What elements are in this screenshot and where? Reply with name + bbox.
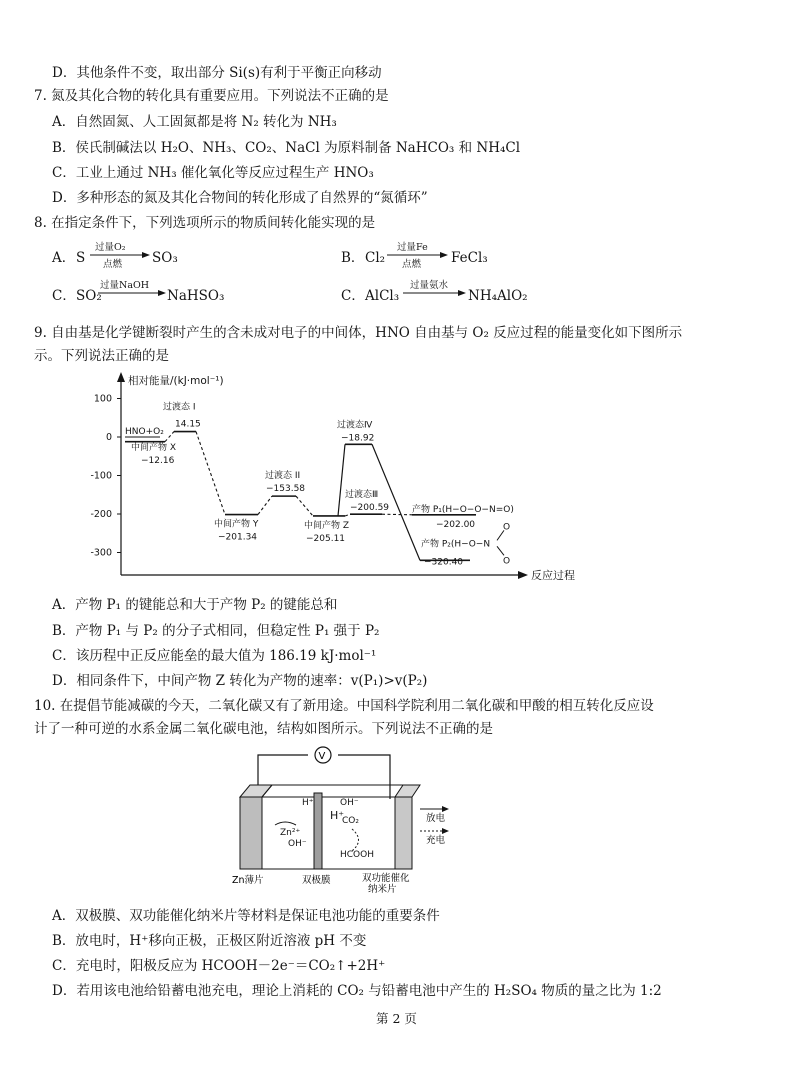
q8-d-letter: C．	[341, 288, 365, 304]
q8-b-left: Cl₂	[365, 250, 386, 266]
y-tick-label: -300	[90, 547, 112, 559]
q8-b-below: 点燃	[402, 259, 422, 270]
q8-d-left: AlCl₃	[365, 288, 400, 304]
value-ts2: −153.58	[266, 484, 306, 495]
ion-oh-right: OH⁻	[340, 798, 359, 808]
q8-a-left: S	[76, 250, 86, 266]
q8-b-right: FeCl₃	[451, 250, 488, 266]
value-ts4: −18.92	[341, 433, 375, 444]
y-tick-label: 100	[93, 393, 112, 405]
label-intermediate-y: 中间产物 Y	[214, 519, 259, 530]
q9-stem-line1: 9. 自由基是化学键断裂时产生的含未成对电子的中间体，HNO 自由基与 O₂ 反应过程的能量变化如下图所示	[34, 325, 683, 341]
q6-option-d: D．其他条件不变，取出部分 Si(s)有利于平衡正向移动	[52, 65, 382, 81]
legend-charge: 充电	[426, 835, 446, 846]
q8-c-right: NaHSO₃	[167, 288, 225, 304]
species-hcooh: HCOOH	[340, 850, 374, 860]
q7-option-c: C．工业上通过 NH₃ 催化氧化等反应过程生产 HNO₃	[52, 165, 374, 181]
label-catalyst-1: 双功能催化	[362, 873, 410, 884]
label-ts2: 过渡态 II	[265, 471, 301, 482]
q8-d-above: 过量氨水	[410, 280, 449, 291]
q7-option-b: B．侯氏制碱法以 H₂O、NH₃、CO₂、NaCl 为原料制备 NaHCO₃ 和 NH₄Cl	[52, 140, 521, 156]
q8-a-right: SO₃	[152, 250, 178, 266]
q9-option-a: A．产物 P₁ 的键能总和大于产物 P₂ 的键能总和	[52, 597, 338, 613]
q8-options	[0, 238, 794, 308]
value-intermediate-z: −205.11	[306, 533, 346, 544]
catalyst-plate	[395, 797, 412, 869]
q8-a-above: 过量O₂	[95, 242, 126, 253]
bipolar-membrane	[314, 793, 322, 869]
q10-stem-line2: 计了一种可逆的水系金属二氧化碳电池，结构如图所示。下列说法不正确的是	[34, 721, 493, 737]
label-start: HNO+O₂	[125, 427, 164, 437]
q8-c-letter: C．	[52, 288, 76, 304]
q10-option-d: D．若用该电池给铅蓄电池充电，理论上消耗的 CO₂ 与铅蓄电池中产生的 H₂SO₄ 物质的量之比为 1:2	[52, 983, 662, 999]
label-p2-o-top: O	[503, 522, 511, 533]
path-segment	[338, 444, 345, 516]
bond	[497, 546, 504, 555]
path-segment	[296, 496, 313, 516]
value-intermediate-x: −12.16	[141, 456, 175, 466]
label-ts1: 过渡态 I	[163, 402, 196, 413]
label-product-p2: 产物 P₂(H−O−N	[421, 539, 491, 550]
path-segment	[165, 432, 174, 442]
ion-zn: Zn²⁺	[280, 828, 301, 838]
battery-diagram	[0, 745, 794, 895]
label-catalyst-2: 纳米片	[368, 884, 397, 895]
q10-option-a: A．双极膜、双功能催化纳米片等材料是保证电池功能的重要条件	[52, 908, 440, 924]
label-ts3: 过渡态Ⅲ	[345, 490, 379, 501]
y-tick-label: -100	[90, 470, 112, 482]
reaction-arrow	[352, 829, 359, 851]
label-intermediate-z: 中间产物 Z	[304, 520, 350, 531]
circuit-wire-right	[338, 755, 390, 799]
q10-option-b: B．放电时，H⁺移向正极，正极区附近溶液 pH 不变	[52, 933, 367, 949]
x-axis-label: 反应过程	[531, 569, 575, 580]
zn-plate	[240, 797, 262, 869]
label-zn-plate: Zn薄片	[232, 875, 264, 886]
zn-arrow	[275, 822, 296, 825]
label-product-p1: 产物 P₁(H−O−O−N=O)	[412, 504, 514, 515]
q7-stem: 7. 氮及其化合物的转化具有重要应用。下列说法不正确的是	[34, 88, 389, 104]
q7-option-a: A．自然固氮、人工固氮都是将 N₂ 转化为 NH₃	[52, 114, 337, 130]
x-axis-arrow	[518, 571, 528, 579]
label-intermediate-x: 中间产物 X	[131, 443, 177, 453]
value-product-p1: −202.00	[436, 519, 476, 530]
energy-diagram	[0, 370, 794, 580]
y-axis-label: 相对能量/(kJ·mol⁻¹)	[128, 375, 224, 387]
q8-stem: 8. 在指定条件下，下列选项所示的物质间转化能实现的是	[34, 215, 376, 231]
ion-oh-left: OH⁻	[288, 839, 307, 849]
ion-h-plus: H⁺	[302, 798, 314, 808]
q7-option-d: D．多种形态的氮及其化合物间的转化形成了自然界的“氮循环”	[52, 190, 428, 206]
path-segment	[196, 432, 225, 515]
q9-option-c: C．该历程中正反应能垒的最大值为 186.19 kJ·mol⁻¹	[52, 648, 377, 664]
q8-b-above: 过量Fe	[397, 242, 428, 253]
q8-c-above: 过量NaOH	[100, 280, 150, 291]
q8-a-below: 点燃	[103, 259, 123, 270]
catalyst-plate-top	[395, 785, 420, 797]
y-tick-label: 0	[105, 432, 112, 443]
q10-option-c: C．充电时，阳极反应为 HCOOH－2e⁻＝CO₂↑+2H⁺	[52, 958, 386, 974]
voltmeter-label: V	[318, 751, 326, 762]
value-ts1: 14.15	[175, 419, 201, 430]
species-co2: CO₂	[342, 816, 359, 826]
q8-d-right: NH₄AlO₂	[468, 288, 528, 304]
label-ts4: 过渡态Ⅳ	[337, 420, 373, 431]
q9-option-b: B．产物 P₁ 与 P₂ 的分子式相同，但稳定性 P₁ 强于 P₂	[52, 623, 380, 639]
path-segment	[258, 496, 272, 514]
label-membrane: 双极膜	[302, 875, 331, 886]
path-segment	[382, 514, 412, 515]
q10-stem-line1: 10. 在提倡节能减碳的今天，二氧化碳又有了新用途。中国科学院利用二氧化碳和甲酸的相互转化反应设	[34, 698, 654, 714]
value-ts3: −200.59	[350, 503, 390, 514]
value-product-p2: −320.40	[424, 557, 464, 568]
label-p2-o-bottom: O	[503, 556, 511, 567]
y-tick-label: -200	[90, 509, 112, 520]
q9-option-d: D．相同条件下，中间产物 Z 转化为产物的速率：v(P₁)>v(P₂)	[52, 673, 428, 689]
y-axis-arrow	[117, 372, 125, 382]
legend-discharge: 放电	[426, 813, 446, 824]
path-segment	[345, 514, 350, 516]
q8-c-left: SO₂	[76, 288, 102, 304]
cell-top	[262, 785, 410, 797]
q8-a-letter: A．	[52, 250, 76, 266]
svg-text:H⁺: H⁺	[330, 809, 345, 822]
q9-stem-line2: 示。下列说法正确的是	[34, 348, 169, 364]
q8-b-letter: B．	[341, 250, 365, 266]
page-number: 第 2 页	[376, 1011, 417, 1026]
value-intermediate-y: −201.34	[218, 532, 258, 543]
